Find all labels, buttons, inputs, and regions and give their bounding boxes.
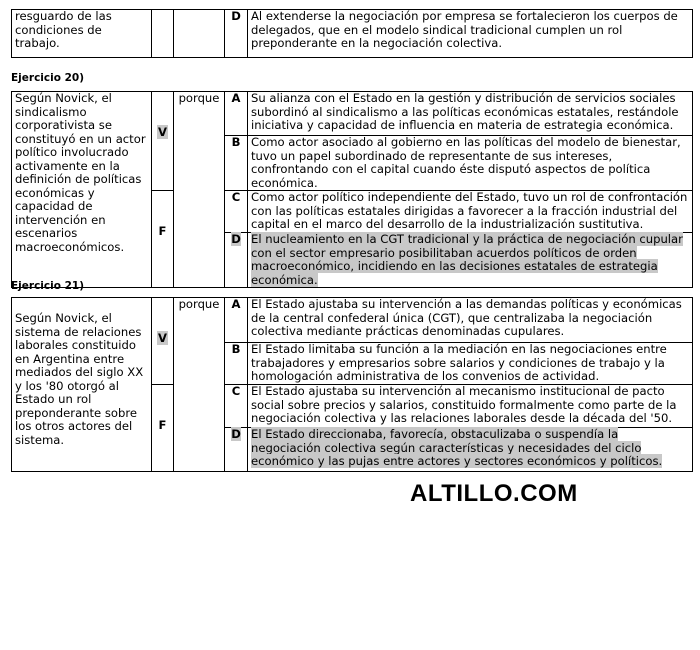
exercise-21-letter-d xyxy=(225,428,248,472)
previous-option-text: Al extenderse la negociación por empresa se fortalecieron los cuerpos de delegados, que en el modelo sindical tradicional cumplen un rol preponderante en la negociación colectiva. xyxy=(248,10,693,58)
exercise-20-letter-c: C xyxy=(225,191,248,233)
exercise-21-porque: porque xyxy=(174,298,225,472)
exercise-21-option-a: El Estado ajustaba su intervención a las demandas políticas y económicas de la central confederal única (CGT), que centralizaba la negociación colectiva mediante prácticas denominadas cupulares. xyxy=(248,298,693,343)
previous-exercise-table xyxy=(11,9,693,58)
exercise-21-title: Ejercicio 21) xyxy=(11,280,84,292)
altillo-watermark: ALTILLO.COM xyxy=(410,480,578,507)
exercise-20-statement: Según Novick, el sindicalismo corporativista se constituyó en un actor político involucrado activamente en la definición de políticas económicas y capacidad de intervención en escenarios macroeconómicos. xyxy=(12,92,152,288)
exercise-20-option-c: Como actor político independiente del Estado, tuvo un rol de confrontación con las políticas estatales dirigidas a favorecer a la fracción industrial del capital en el marco del desarrollo de la industrialización sustitutiva. xyxy=(248,191,693,233)
exercise-20-option-d-highlight: El nucleamiento en la CGT tradicional y la práctica de negociación cupular con el sector empresario posibilitaban acuerdos políticos de orden macroeconómico, incidiendo en las decisiones estatales de estrategia económica. xyxy=(251,232,683,287)
exercise-20-v-cell xyxy=(152,92,174,191)
exercise-21-option-d-highlight: El Estado direccionaba, favorecía, obstaculizaba o suspendía la negociación colectiva según características y necesidades del ciclo económico y las pujas entre actores y sectores económicos y políticos. xyxy=(251,427,663,468)
exercise-21-option-d xyxy=(248,428,693,472)
exercise-21-option-b: El Estado limitaba su función a la mediación en las negociaciones entre trabajadores y empresarios sobre salarios y condiciones de trabajo y la homologación administrativa de los convenios de actividad. xyxy=(248,343,693,385)
exercise-20-letter-d xyxy=(225,233,248,288)
exercise-21-f-cell xyxy=(152,385,174,472)
exercise-20-option-b: Como actor asociado al gobierno en las políticas del modelo de bienestar, tuvo un papel subordinado de representante de sus intereses, confrontando con el capital cuando éste disputó aspectos de política económica. xyxy=(248,136,693,191)
exercise-20-letter-b: B xyxy=(225,136,248,191)
exercise-20-option-a: Su alianza con el Estado en la gestión y distribución de servicios sociales subordinó al sindicalismo a las políticas económicas estatales, restándole iniciativa y capacidad de influencia en materia de estrategia económica. xyxy=(248,92,693,136)
exercise-20-f-cell xyxy=(152,191,174,288)
exercise-20-option-d xyxy=(248,233,693,288)
exercise-21-statement: Según Novick, el sistema de relaciones laborales constituido en Argentina entre mediados del siglo XX y los '80 otorgó al Estado un rol preponderante sobre los otros actores del sistema. xyxy=(12,298,152,472)
exercise-21-f-mark: F xyxy=(158,418,167,432)
exercise-21-option-c: El Estado ajustaba su intervención al mecanismo institucional de pacto social sobre precios y salarios, constituido formalmente como parte de la negociación colectiva y las relaciones laborales desde la década del '50. xyxy=(248,385,693,428)
exercise-21-v-mark: V xyxy=(158,331,167,345)
previous-option-letter: D xyxy=(225,10,248,58)
exercise-20-table xyxy=(11,91,693,288)
exercise-21-letter-b: B xyxy=(225,343,248,385)
previous-vf-cell xyxy=(152,10,174,58)
exercise-20-f-mark: F xyxy=(158,224,167,238)
exercise-20-v-mark: V xyxy=(158,125,167,139)
exercise-20-porque: porque xyxy=(174,92,225,288)
exercise-21-letter-c: C xyxy=(225,385,248,428)
previous-statement: resguardo de las condiciones de trabajo. xyxy=(12,10,152,58)
exercise-20-letter-d-mark: D xyxy=(231,232,241,246)
exercise-20-letter-a: A xyxy=(225,92,248,136)
exercise-21-v-cell xyxy=(152,298,174,385)
exercise-21-letter-a: A xyxy=(225,298,248,343)
previous-porque-cell xyxy=(174,10,225,58)
exercise-20-title: Ejercicio 20) xyxy=(11,72,84,84)
exercise-21-table xyxy=(11,297,693,472)
exercise-21-letter-d-mark: D xyxy=(231,427,241,441)
